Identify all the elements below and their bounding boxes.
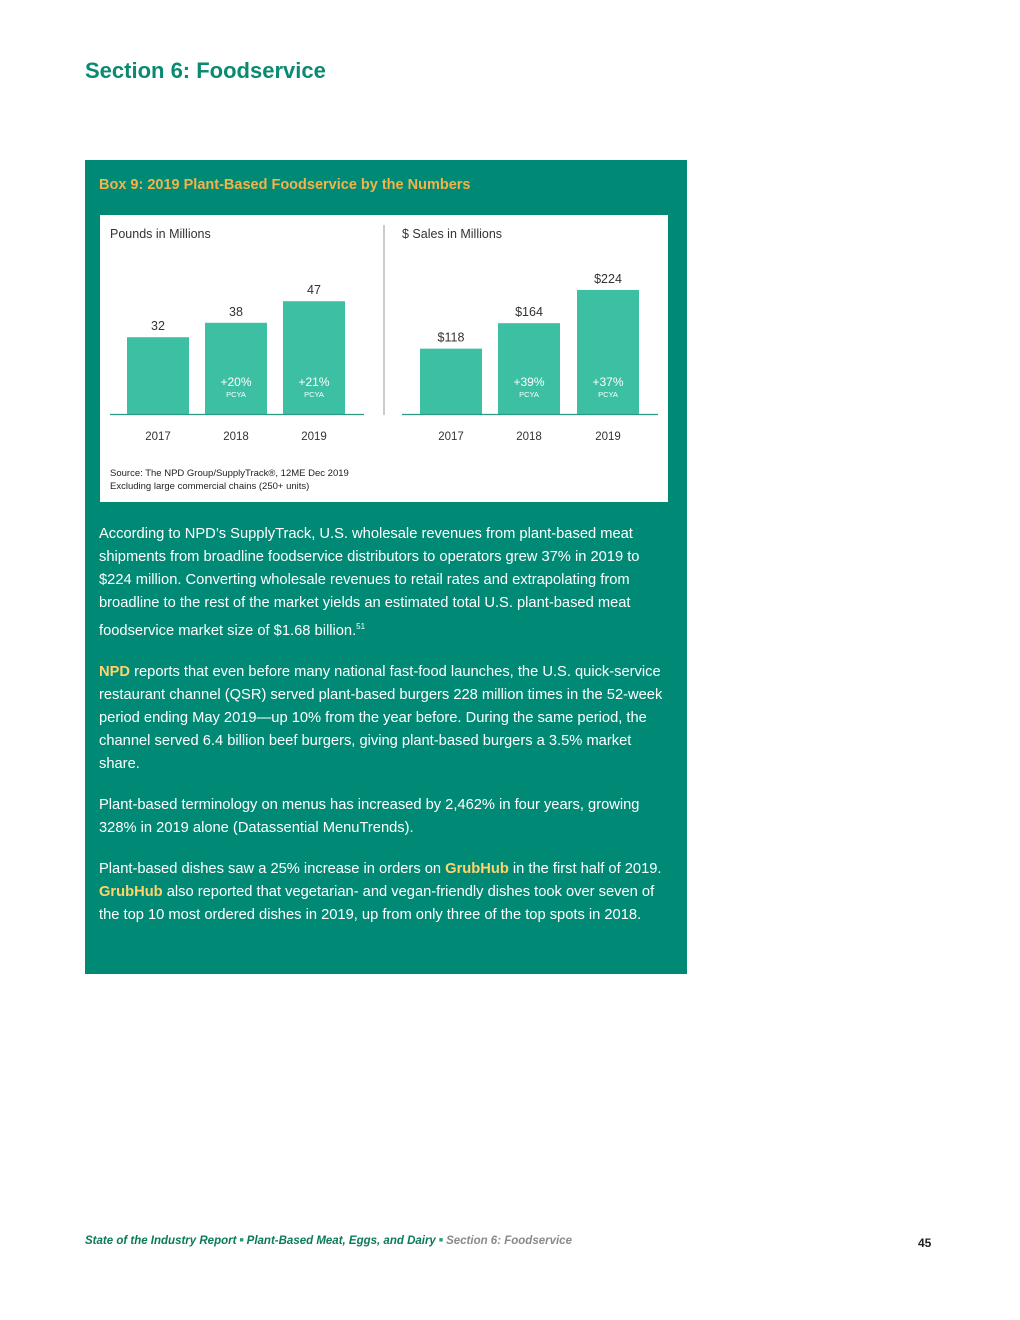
growth-sublabel: PCYA bbox=[226, 390, 246, 399]
bar-value-label: $164 bbox=[515, 305, 543, 320]
paragraph-2: NPD reports that even before many national fast-food launches, the U.S. quick-service restaurant channel (QSR) served plant-based burgers 228 million times in the 52-week period ending May 2019—up 10% from the year before. During the same period, the channel served 6.4 billion beef burgers, giving plant-based burgers a 3.5% market share. bbox=[99, 663, 663, 772]
footer bbox=[85, 1235, 572, 1247]
page-title: Section 6: Foodservice bbox=[85, 58, 326, 83]
growth-label: +20% bbox=[220, 375, 252, 389]
pounds-chart bbox=[110, 227, 364, 443]
bar bbox=[498, 323, 560, 414]
x-tick-label: 2017 bbox=[145, 431, 171, 443]
bar-value-label: 47 bbox=[307, 283, 321, 298]
bar bbox=[205, 323, 267, 414]
chart-panel bbox=[100, 215, 668, 502]
paragraph-3: Plant-based terminology on menus has increased by 2,462% in four years, growing 328% in 2019 alone (Datassential MenuTrends). bbox=[99, 796, 640, 836]
growth-label: +39% bbox=[513, 375, 545, 389]
npd-highlight: NPD bbox=[99, 663, 131, 680]
body-text bbox=[99, 523, 674, 945]
sales-chart bbox=[402, 227, 658, 443]
x-tick-label: 2019 bbox=[595, 431, 621, 443]
grubhub-highlight: GrubHub bbox=[99, 883, 163, 900]
x-tick-label: 2017 bbox=[438, 431, 464, 443]
grubhub-highlight: GrubHub bbox=[445, 860, 509, 877]
footer-separator: ■ bbox=[438, 1237, 444, 1245]
growth-label: +21% bbox=[298, 375, 330, 389]
bar-charts bbox=[100, 215, 668, 502]
footer-topic: Plant-Based Meat, Eggs, and Dairy bbox=[246, 1235, 436, 1247]
x-tick-label: 2019 bbox=[301, 431, 327, 443]
paragraph-4: Plant-based dishes saw a 25% increase in orders on GrubHub in the first half of 2019. GrubHub also reported that vegetarian- and vegan-friendly dishes took over seven of the top 10 most ordered dishes in 2019, up from only three of the top spots in 2018. bbox=[99, 860, 662, 923]
chart-source bbox=[110, 467, 410, 493]
footer-report: State of the Industry Report bbox=[85, 1235, 237, 1247]
chart-title: Pounds in Millions bbox=[110, 227, 211, 241]
source-note: Excluding large commercial chains (250+ units) bbox=[110, 481, 310, 492]
bar bbox=[127, 337, 189, 414]
growth-sublabel: PCYA bbox=[519, 390, 539, 399]
paragraph-1: According to NPD’s SupplyTrack, U.S. wholesale revenues from plant-based meat shipments from broadline foodservice distributors to operators grew 37% in 2019 to $224 million. Converting wholesale revenues to retail rates and extrapolating from broadline to the rest of the market yields an estimated total U.S. plant-based meat foodservice market size of $1.68 billion.$^{51}$ bbox=[99, 526, 640, 639]
info-box bbox=[85, 160, 687, 974]
growth-sublabel: PCYA bbox=[598, 390, 618, 399]
page-number: 45 bbox=[918, 1236, 932, 1250]
footer-section: Section 6: Foodservice bbox=[446, 1235, 572, 1247]
x-tick-label: 2018 bbox=[223, 431, 249, 443]
box-title: Box 9: 2019 Plant-Based Foodservice by the Numbers bbox=[99, 177, 471, 193]
x-tick-label: 2018 bbox=[516, 431, 542, 443]
bar-value-label: $118 bbox=[437, 330, 465, 345]
growth-sublabel: PCYA bbox=[304, 390, 324, 399]
bar bbox=[420, 349, 482, 414]
footnote-ref: 51 bbox=[356, 622, 366, 631]
footer-separator: ■ bbox=[239, 1237, 244, 1245]
bar-value-label: $224 bbox=[594, 271, 622, 286]
chart-title: $ Sales in Millions bbox=[402, 227, 503, 241]
bar-value-label: 38 bbox=[229, 304, 243, 319]
source-line: Source: The NPD Group/SupplyTrack®, 12ME Dec 2019 bbox=[110, 468, 349, 479]
growth-label: +37% bbox=[592, 375, 624, 389]
bar-value-label: 32 bbox=[151, 319, 165, 334]
